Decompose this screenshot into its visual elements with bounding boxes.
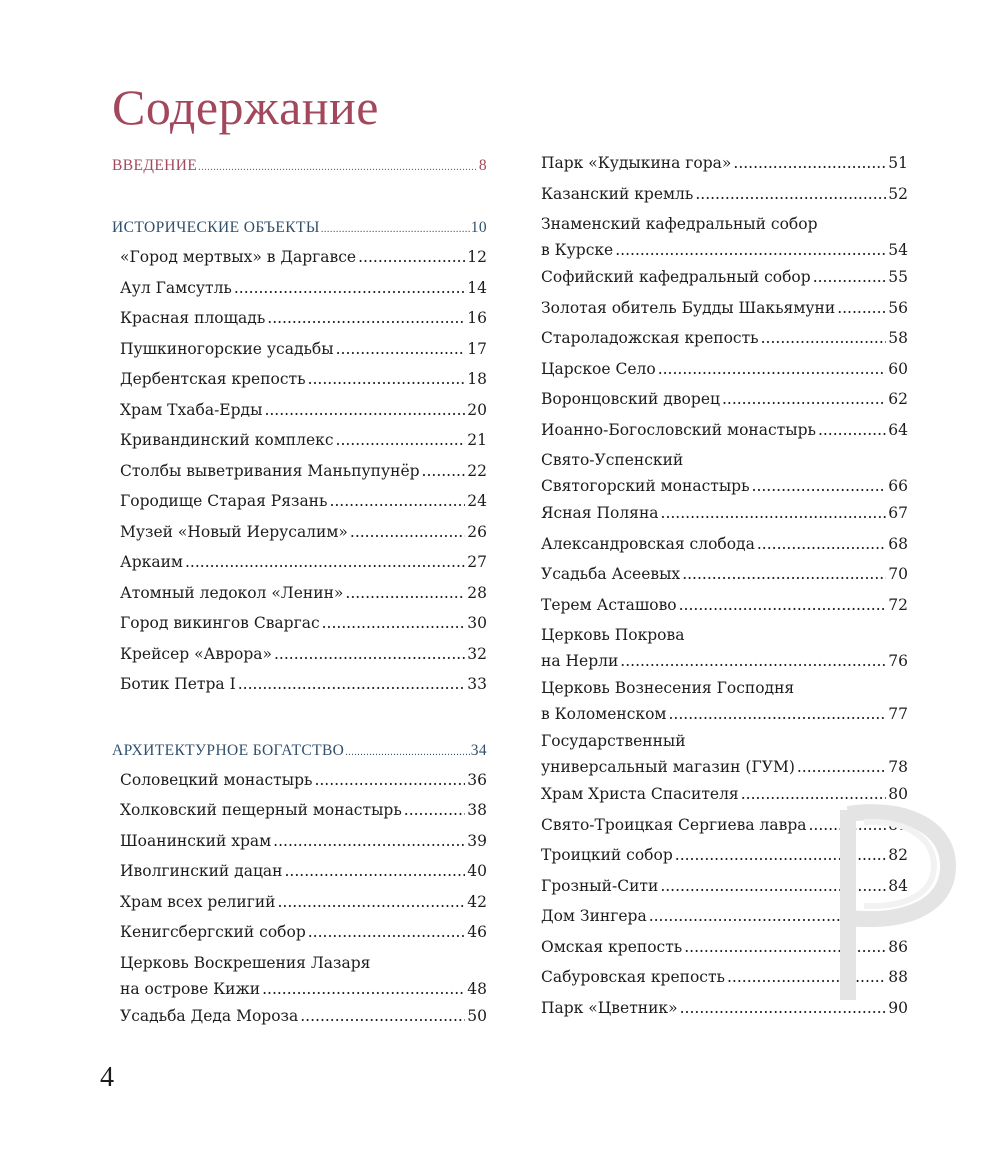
leader-dots xyxy=(274,641,465,667)
toc-intro-entry[interactable] xyxy=(112,150,487,182)
page-title: Содержание xyxy=(112,79,379,135)
entry-title-line1: Государственный xyxy=(541,732,686,750)
section-page: 10 xyxy=(470,219,487,236)
entry-page: 78 xyxy=(888,758,908,776)
entry-title: Казанский кремль xyxy=(541,184,694,203)
entry-page: 70 xyxy=(888,565,908,583)
toc-entry[interactable] xyxy=(112,305,487,336)
entry-title: Соловецкий монастырь xyxy=(120,770,313,789)
entry-title: Иволгинский дацан xyxy=(120,862,283,880)
toc-entry[interactable] xyxy=(112,797,487,828)
entry-page: 24 xyxy=(467,492,487,510)
entry-title-line1: Церковь Воскрешения Лазаря xyxy=(120,953,371,972)
entry-title: Кенигсбергский собор xyxy=(120,923,306,941)
toc-entry[interactable] xyxy=(541,150,908,181)
page-number: 4 xyxy=(100,1062,114,1093)
leader-dots xyxy=(350,519,465,545)
entry-page: 51 xyxy=(888,154,908,172)
entry-title: Кривандинский комплекс xyxy=(120,431,334,449)
entry-page: 38 xyxy=(467,801,487,819)
entry-page: 55 xyxy=(888,268,908,286)
leader-dots xyxy=(837,295,886,321)
historical-list xyxy=(112,244,487,702)
toc-entry[interactable] xyxy=(112,950,487,1003)
toc-entry[interactable] xyxy=(112,641,487,672)
toc-entry[interactable] xyxy=(112,427,487,458)
entry-page: 40 xyxy=(467,862,487,880)
entry-title-line2: на Нерли xyxy=(541,652,619,670)
toc-entry[interactable] xyxy=(112,580,487,611)
toc-entry[interactable] xyxy=(112,336,487,367)
toc-entry[interactable] xyxy=(541,264,908,295)
toc-entry[interactable] xyxy=(541,295,908,326)
entry-title: Атомный ледокол «Ленин» xyxy=(120,583,344,602)
entry-page: 36 xyxy=(467,770,487,789)
toc-entry[interactable] xyxy=(541,728,908,781)
entry-title-line2-row xyxy=(541,648,908,674)
toc-entry[interactable] xyxy=(541,211,908,264)
entry-title: Староладожская крепость xyxy=(541,329,759,347)
entry-title: Аул Гамсутль xyxy=(120,278,232,297)
section-label: АРХИТЕКТУРНОЕ БОГАТСТВО xyxy=(112,741,345,759)
toc-entry[interactable] xyxy=(112,488,487,519)
entry-title: Столбы выветривания Маньпупунёр xyxy=(120,461,420,480)
entry-page: 82 xyxy=(888,846,908,864)
entry-title: Иоанно-Богословский монастырь xyxy=(541,420,816,439)
leader-dots xyxy=(695,181,886,207)
entry-title: Усадьба Асеевых xyxy=(541,565,681,583)
entry-title: Грозный-Сити xyxy=(541,876,659,895)
entry-page: 56 xyxy=(888,298,908,317)
leader-dots xyxy=(198,152,478,184)
leader-dots xyxy=(308,366,466,392)
entry-page: 84 xyxy=(888,876,908,895)
entry-page: 68 xyxy=(888,534,908,553)
entry-title: Царское Село xyxy=(541,359,656,378)
entry-page: 32 xyxy=(467,644,487,663)
entry-page: 58 xyxy=(888,329,908,347)
leader-dots xyxy=(797,754,886,780)
leader-dots xyxy=(422,458,466,484)
entry-title-line2: на острове Кижи xyxy=(120,979,261,998)
toc-section-historical[interactable] xyxy=(112,212,487,244)
entry-title-line1: Знаменский кафедральный собор xyxy=(541,215,818,233)
leader-dots xyxy=(185,549,465,575)
entry-title: Золотая обитель Будды Шакьямуни xyxy=(541,298,836,317)
entry-page: 60 xyxy=(888,359,908,378)
toc-entry[interactable] xyxy=(541,531,908,562)
publisher-logo-icon xyxy=(810,800,960,1010)
leader-dots xyxy=(273,828,465,854)
intro-label: ВВЕДЕНИЕ xyxy=(112,157,198,174)
entry-title: Троицкий собор xyxy=(541,846,673,864)
toc-entry[interactable] xyxy=(112,610,487,641)
entry-title: Свято-Троицкая Сергиева лавра xyxy=(541,815,807,834)
leader-dots xyxy=(238,671,466,697)
leader-dots xyxy=(234,275,465,301)
entry-title: Город викингов Сваргас xyxy=(120,614,320,632)
toc-entry[interactable] xyxy=(112,549,487,580)
leader-dots xyxy=(264,397,465,423)
entry-page: 85 xyxy=(888,907,908,925)
leader-dots xyxy=(752,473,887,499)
toc-entry[interactable] xyxy=(541,181,908,212)
entry-title: Дом Зингера xyxy=(541,907,647,925)
leader-dots xyxy=(658,356,887,382)
leader-dots xyxy=(345,737,469,769)
entry-title-line2-row xyxy=(541,473,908,499)
leader-dots xyxy=(620,648,886,674)
entry-title: Александровская слобода xyxy=(541,534,755,553)
entry-title: Аркаим xyxy=(120,553,183,571)
leader-dots xyxy=(722,386,886,412)
entry-page: 72 xyxy=(888,595,908,614)
entry-page: 28 xyxy=(467,583,487,602)
leader-dots xyxy=(336,336,466,362)
leader-dots xyxy=(314,767,465,793)
entry-page: 14 xyxy=(467,278,487,297)
entry-title: Храм Христа Спасителя xyxy=(541,785,739,803)
leader-dots xyxy=(668,701,886,727)
toc-entry[interactable] xyxy=(541,561,908,592)
leader-dots xyxy=(285,858,466,884)
toc-entry[interactable] xyxy=(541,675,908,728)
entry-title: Пушкиногорские усадьбы xyxy=(120,339,334,358)
entry-title: Музей «Новый Иерусалим» xyxy=(120,522,348,541)
architectural-list xyxy=(112,767,487,1034)
toc-entry[interactable] xyxy=(112,1003,487,1034)
toc-entry[interactable] xyxy=(112,275,487,306)
entry-title-line1: Церковь Покрова xyxy=(541,626,685,644)
leader-dots xyxy=(615,237,886,263)
entry-page: 67 xyxy=(888,504,908,522)
entry-title: Парк «Цветник» xyxy=(541,998,678,1017)
entry-title: Усадьба Деда Мороза xyxy=(120,1006,299,1025)
leader-dots xyxy=(329,488,465,514)
entry-title: Городище Старая Рязань xyxy=(120,492,328,510)
toc-entry[interactable] xyxy=(112,671,487,702)
leader-dots xyxy=(813,264,887,290)
entry-title: Холковский пещерный монастырь xyxy=(120,801,402,819)
toc-entry[interactable] xyxy=(541,500,908,531)
entry-title-line2-row xyxy=(541,701,908,727)
entry-page: 54 xyxy=(888,241,908,259)
entry-title: Крейсер «Аврора» xyxy=(120,644,272,663)
entry-title: Воронцовский дворец xyxy=(541,390,720,408)
entry-title: «Город мертвых» в Даргавсе xyxy=(120,248,357,266)
entry-page: 21 xyxy=(467,431,487,449)
entry-page: 76 xyxy=(888,652,908,670)
leader-dots xyxy=(404,797,466,823)
leader-dots xyxy=(322,610,466,636)
entry-page: 66 xyxy=(888,477,908,495)
toc-entry[interactable] xyxy=(541,447,908,500)
entry-page: 52 xyxy=(888,184,908,203)
toc-entry[interactable] xyxy=(541,356,908,387)
entry-page: 26 xyxy=(467,522,487,541)
toc-entry[interactable] xyxy=(112,919,487,950)
toc-entry[interactable] xyxy=(112,366,487,397)
entry-page: 77 xyxy=(888,705,908,723)
entry-title: Омская крепость xyxy=(541,937,683,956)
leader-dots xyxy=(682,561,886,587)
entry-title: Ботик Петра I xyxy=(120,675,236,693)
entry-page: 80 xyxy=(888,785,908,803)
entry-title: Терем Асташово xyxy=(541,595,677,614)
leader-dots xyxy=(336,427,466,453)
entry-page: 30 xyxy=(467,614,487,632)
entry-page: 42 xyxy=(467,892,487,911)
entry-page: 88 xyxy=(888,968,908,986)
entry-page: 22 xyxy=(467,461,487,480)
toc-entry[interactable] xyxy=(112,397,487,428)
section-page: 34 xyxy=(470,741,487,759)
toc-entry[interactable] xyxy=(112,767,487,798)
entry-page: 62 xyxy=(888,390,908,408)
entry-title-line2: универсальный магазин (ГУМ) xyxy=(541,758,795,776)
entry-title: Ясная Поляна xyxy=(541,504,659,522)
entry-title-line2: в Коломенском xyxy=(541,705,667,723)
entry-title-line1: Церковь Вознесения Господня xyxy=(541,679,795,697)
toc-entry[interactable] xyxy=(112,519,487,550)
toc-entry[interactable] xyxy=(112,858,487,889)
entry-title-line2-row xyxy=(120,976,487,1002)
toc-entry[interactable] xyxy=(541,325,908,356)
entry-page: 39 xyxy=(467,831,487,850)
toc-entry[interactable] xyxy=(541,386,908,417)
entry-page: 12 xyxy=(467,248,487,266)
leader-dots xyxy=(321,214,470,246)
entry-title-line2-row xyxy=(541,754,908,780)
leader-dots xyxy=(345,580,465,606)
section-label: ИСТОРИЧЕСКИЕ ОБЪЕКТЫ xyxy=(112,219,320,236)
leader-dots xyxy=(818,417,886,443)
leader-dots xyxy=(661,500,887,526)
toc-entry[interactable] xyxy=(541,592,908,623)
leader-dots xyxy=(308,919,466,945)
entry-page: 81 xyxy=(888,815,908,834)
leader-dots xyxy=(277,889,465,915)
entry-title: Храм Тхаба-Ерды xyxy=(120,400,263,419)
intro-page: 8 xyxy=(478,157,487,174)
toc-entry[interactable] xyxy=(112,458,487,489)
entry-page: 27 xyxy=(467,553,487,571)
entry-title: Храм всех религий xyxy=(120,892,276,911)
leader-dots xyxy=(358,244,465,270)
entry-title-line2: Святогорский монастырь xyxy=(541,477,750,495)
toc-entry[interactable] xyxy=(112,828,487,859)
entry-page: 64 xyxy=(888,420,908,439)
entry-title-line1: Свято-Успенский xyxy=(541,451,684,469)
entry-page: 86 xyxy=(888,937,908,956)
toc-section-architectural[interactable] xyxy=(112,735,487,767)
leader-dots xyxy=(761,325,887,351)
leader-dots xyxy=(733,150,886,176)
leader-dots xyxy=(267,305,465,331)
entry-title: Шоанинский храм xyxy=(120,831,272,850)
entry-title-line2: в Курске xyxy=(541,241,614,259)
leader-dots xyxy=(679,592,887,618)
entry-page: 17 xyxy=(467,339,487,358)
entry-page: 90 xyxy=(888,998,908,1017)
toc-entry[interactable] xyxy=(541,622,908,675)
leader-dots xyxy=(262,976,465,1002)
leader-dots xyxy=(300,1003,465,1029)
entry-page: 46 xyxy=(467,923,487,941)
entry-title: Софийский кафедральный собор xyxy=(541,268,811,286)
entry-page: 50 xyxy=(467,1006,487,1025)
entry-title-line2-row xyxy=(541,237,908,263)
entry-page: 33 xyxy=(467,675,487,693)
toc-left-column xyxy=(112,150,487,1033)
entry-page: 18 xyxy=(467,370,487,388)
entry-title: Сабуровская крепость xyxy=(541,968,725,986)
entry-title: Парк «Кудыкина гора» xyxy=(541,154,732,172)
toc-entry[interactable] xyxy=(541,417,908,448)
entry-page: 20 xyxy=(467,400,487,419)
entry-title: Дербентская крепость xyxy=(120,370,306,388)
leader-dots xyxy=(757,531,886,557)
toc-entry[interactable] xyxy=(112,889,487,920)
entry-title: Красная площадь xyxy=(120,309,266,327)
entry-page: 48 xyxy=(467,979,487,998)
entry-page: 16 xyxy=(467,309,487,327)
toc-entry[interactable] xyxy=(112,244,487,275)
